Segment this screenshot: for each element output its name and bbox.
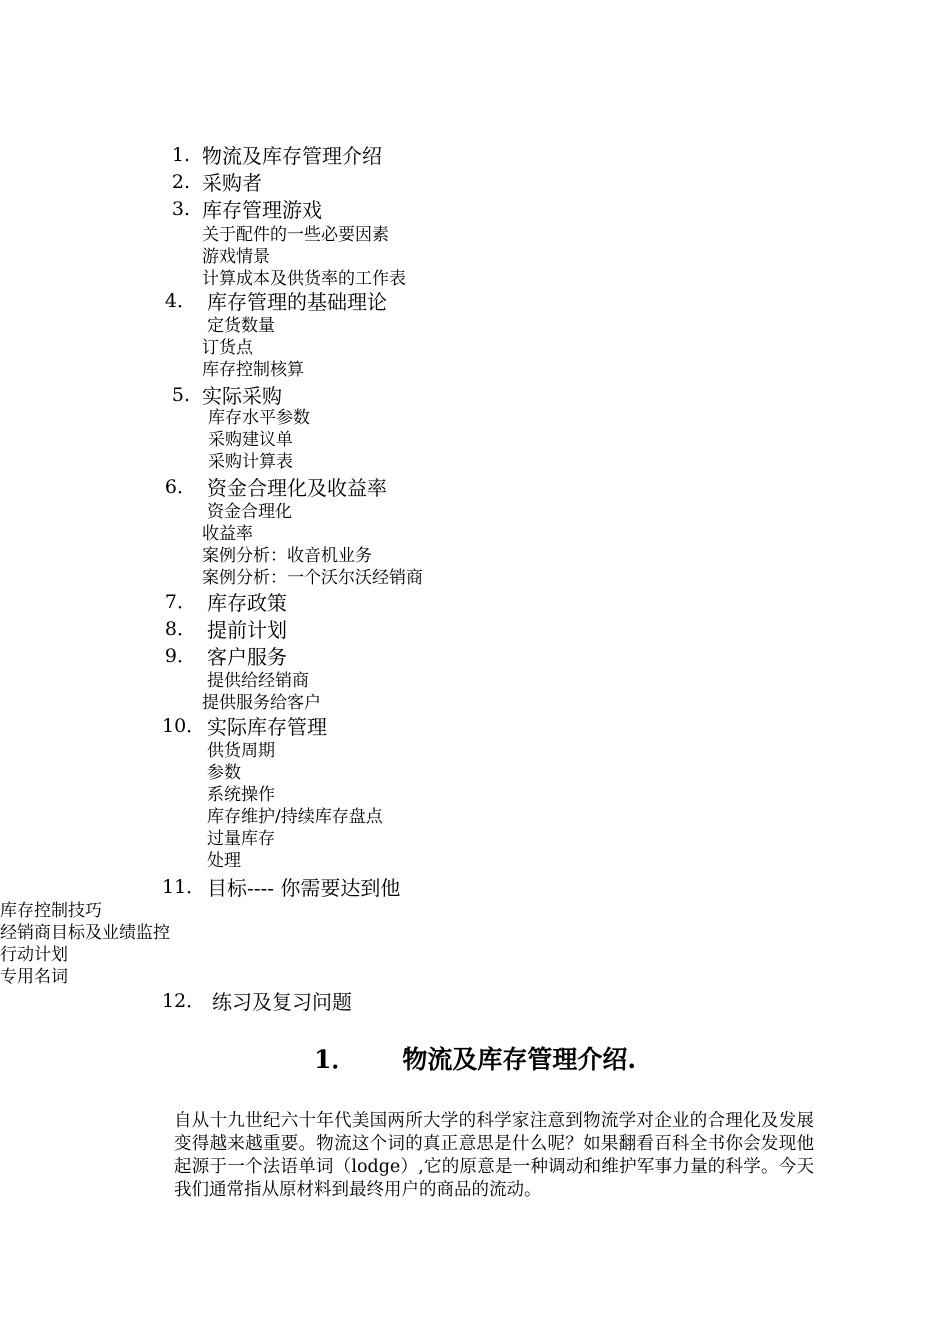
toc-subitem: 案例分析：一个沃尔沃经销商 xyxy=(202,568,423,588)
toc-subitem: 采购计算表 xyxy=(208,452,293,472)
toc-item-number: 9． xyxy=(164,645,196,667)
toc-subitem: 计算成本及供货率的工作表 xyxy=(202,269,406,289)
toc-subitem: 系统操作 xyxy=(207,785,275,805)
toc-item-number: 11． xyxy=(162,876,206,898)
toc-subitem: 库存控制技巧 xyxy=(0,901,102,921)
toc-item-number: 12． xyxy=(162,990,206,1012)
toc-item-title: 实际采购 xyxy=(202,384,282,408)
toc-subitem: 库存水平参数 xyxy=(208,408,310,428)
toc-item-number: 8． xyxy=(164,618,196,640)
toc-item-number: 10． xyxy=(162,715,206,737)
toc-item-number: 6． xyxy=(164,476,196,498)
toc-subitem: 行动计划 xyxy=(0,945,68,965)
toc-item-title: 实际库存管理 xyxy=(207,715,327,739)
toc-subitem: 采购建议单 xyxy=(208,430,293,450)
section-number: 1． xyxy=(313,1045,357,1074)
toc-subitem: 资金合理化 xyxy=(207,502,292,522)
toc-item-number: 4． xyxy=(164,290,196,312)
toc-item-title: 库存管理游戏 xyxy=(202,198,322,222)
toc-subitem: 参数 xyxy=(207,763,241,783)
toc-subitem: 提供给经销商 xyxy=(207,671,309,691)
toc-subitem: 游戏情景 xyxy=(202,247,270,267)
toc-item-number: 7． xyxy=(164,591,196,613)
toc-item-number: 5. xyxy=(171,384,190,406)
toc-subitem: 关于配件的一些必要因素 xyxy=(202,225,389,245)
toc-item-number: 3. xyxy=(171,198,190,220)
toc-item-number: 2. xyxy=(171,171,190,193)
toc-item-title: 库存政策 xyxy=(207,591,287,615)
toc-subitem: 提供服务给客户 xyxy=(202,693,321,713)
toc-subitem: 收益率 xyxy=(202,524,253,544)
section-heading xyxy=(0,1045,950,1075)
toc-subitem: 供货周期 xyxy=(207,741,275,761)
intro-paragraph: 自从十九世纪六十年代美国两所大学的科学家注意到物流学对企业的合理化及发展变得越来越重要。物流这个词的真正意思是什么呢？如果翻看百科全书你会发现他起源于一个法语单词（lodge）,它的原意是一种调动和维护军事力量的科学。今天我们通常指从原材料到最终用户的商品的流动。 xyxy=(174,1111,814,1200)
toc-item-title: 物流及库存管理介绍 xyxy=(202,144,382,168)
toc-subitem: 案例分析：收音机业务 xyxy=(202,546,372,566)
toc-subitem: 库存控制核算 xyxy=(202,360,304,380)
toc-item-title: 提前计划 xyxy=(207,618,287,642)
toc-subitem: 定货数量 xyxy=(207,316,275,336)
toc-item-number: 1. xyxy=(171,144,190,166)
toc-item-title: 采购者 xyxy=(202,171,262,195)
toc-subitem: 过量库存 xyxy=(207,829,275,849)
toc-item-title: 目标---- 你需要达到他 xyxy=(207,876,401,900)
toc-item-title: 练习及复习问题 xyxy=(212,990,352,1014)
toc-subitem: 库存维护/持续库存盘点 xyxy=(207,807,383,827)
toc-item-title: 客户服务 xyxy=(207,645,287,669)
section-title: 物流及库存管理介绍. xyxy=(402,1045,637,1074)
toc-subitem: 订货点 xyxy=(202,338,253,358)
toc-item-title: 库存管理的基础理论 xyxy=(207,290,387,314)
toc-subitem: 处理 xyxy=(207,851,241,871)
toc-subitem: 专用名词 xyxy=(0,967,68,987)
toc-subitem: 经销商目标及业绩监控 xyxy=(0,923,170,943)
toc-item-title: 资金合理化及收益率 xyxy=(207,476,387,500)
